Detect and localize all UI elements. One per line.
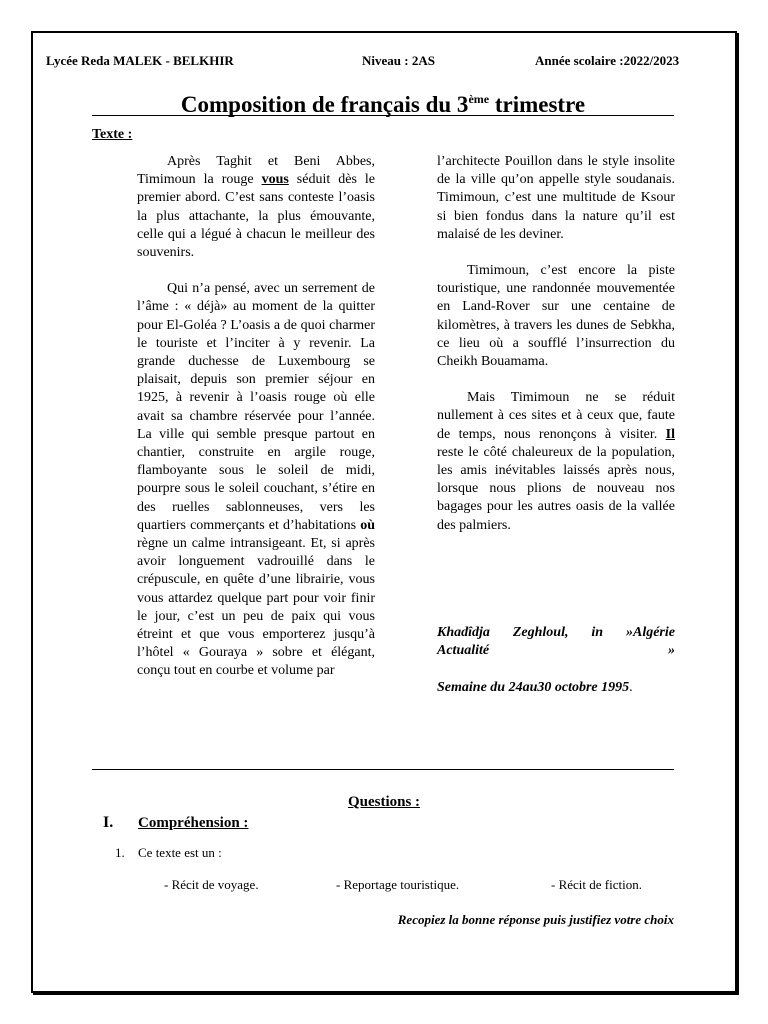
p4-text-b: reste le côté chaleureux de la population, les amis inévitables laissés après nous, lorsque nous plions de nouveau nos bagages pour les autres oasis de la vallée des palmiers. [437,444,675,533]
p1-underlined-vous: vous [261,172,289,188]
section-number: I. [103,814,114,831]
level-label: Niveau : 2AS [362,53,435,68]
source-author: Khadîdja Zeghloul, in »Algérie [437,625,675,640]
article-paragraph-1 [137,153,375,262]
article-column-right [437,153,675,553]
p2-bold-ou: où [360,517,375,533]
title-main: Composition de français du 3 [180,92,469,117]
p1-text-a: Après Taghit et Beni Abbes, Timimoun la rouge [137,154,375,188]
question-text: Ce texte est un : [138,845,222,860]
school-name: Lycée Reda MALEK - BELKHIR [46,53,234,68]
title-divider [92,115,674,116]
instruction-text: Recopiez la bonne réponse puis justifiez votre choix [397,912,674,927]
section-divider [92,769,674,770]
texte-label: Texte : [92,127,133,142]
source-date [437,680,633,696]
source-publication: Actualité » [437,643,675,658]
p1-text-b: séduit dès le premier abord. C’est sans conteste l’oasis la plus attachante, la plus émouvante, celle qui a légué à chacun le meilleur des souvenirs. [137,172,375,261]
title-end: trimestre [489,92,586,117]
p4-text-a: Mais Timimoun ne se réduit nullement à ces sites et à ceux que, faute de temps, nous renonçons à visiter. [437,390,675,442]
article-paragraph-3: Timimoun, c’est encore la piste touristique, une randonnée mouvementée en Land-Rover sur une centaine de kilomètres, à travers les dunes de Sebkha, ce lieu où a soufflé l’insurrection du Cheikh Bouamama. [437,263,675,370]
p4-underlined-il: Il [665,426,675,442]
source-date-text: Semaine du 24au30 octobre 1995 [437,680,630,695]
question-number: 1. [115,845,125,860]
title-sup: ème [468,92,490,106]
answer-option-3: - Récit de fiction. [551,877,642,892]
article-paragraph-4 [437,389,675,535]
p2-text-b: règne un calme intransigeant. Et, si après avoir longuement vadrouillé dans le crépuscule, en quête d’une librairie, vous vous attardez quelque part pour voir finir le jour, c’est un peu de paix qui vous étreint et que vous emporterez jusqu’à l’hôtel « Gouraya » sobre et élégant, conçu tout en courbe et volume par [137,536,375,679]
article-paragraph-2 [137,280,375,680]
article-source [437,624,675,660]
answer-option-2: - Reportage touristique. [336,877,460,892]
section-title: Compréhension : [138,815,249,831]
questions-heading: Questions : [347,794,421,810]
source-date-period: . [629,680,633,695]
p2-text-a: Qui n’a pensé, avec un serrement de l’âme : « déjà» au moment de la quitter pour El-Goléa ? L’oasis a de quoi charmer le touriste et l’inciter à y revenir. La grande duchesse de Luxembourg se plaisait, depuis son premier séjour en 1925, à revenir à l’oasis rouge où elle avait sa chambre réservée pour l’année. La ville qui semble presque partout en chantier, construite en argile rouge, flamboyante sous le soleil de midi, pourpre sous le soleil couchant, s’étire en des ruelles sablonneuses, vers les quartiers commerçants et d’habitations [137,281,375,533]
article-paragraph-2-continued: l’architecte Pouillon dans le style insolite de la ville qu’on appelle style soudanais. Timimoun, c’est une multitude de Ksour si bien fondus dans la nature qu’il est malaisé de les deviner. [437,154,675,242]
article-column-left [137,153,375,699]
answer-option-1: - Récit de voyage. [164,877,259,892]
school-year: Année scolaire :2022/2023 [535,53,680,68]
